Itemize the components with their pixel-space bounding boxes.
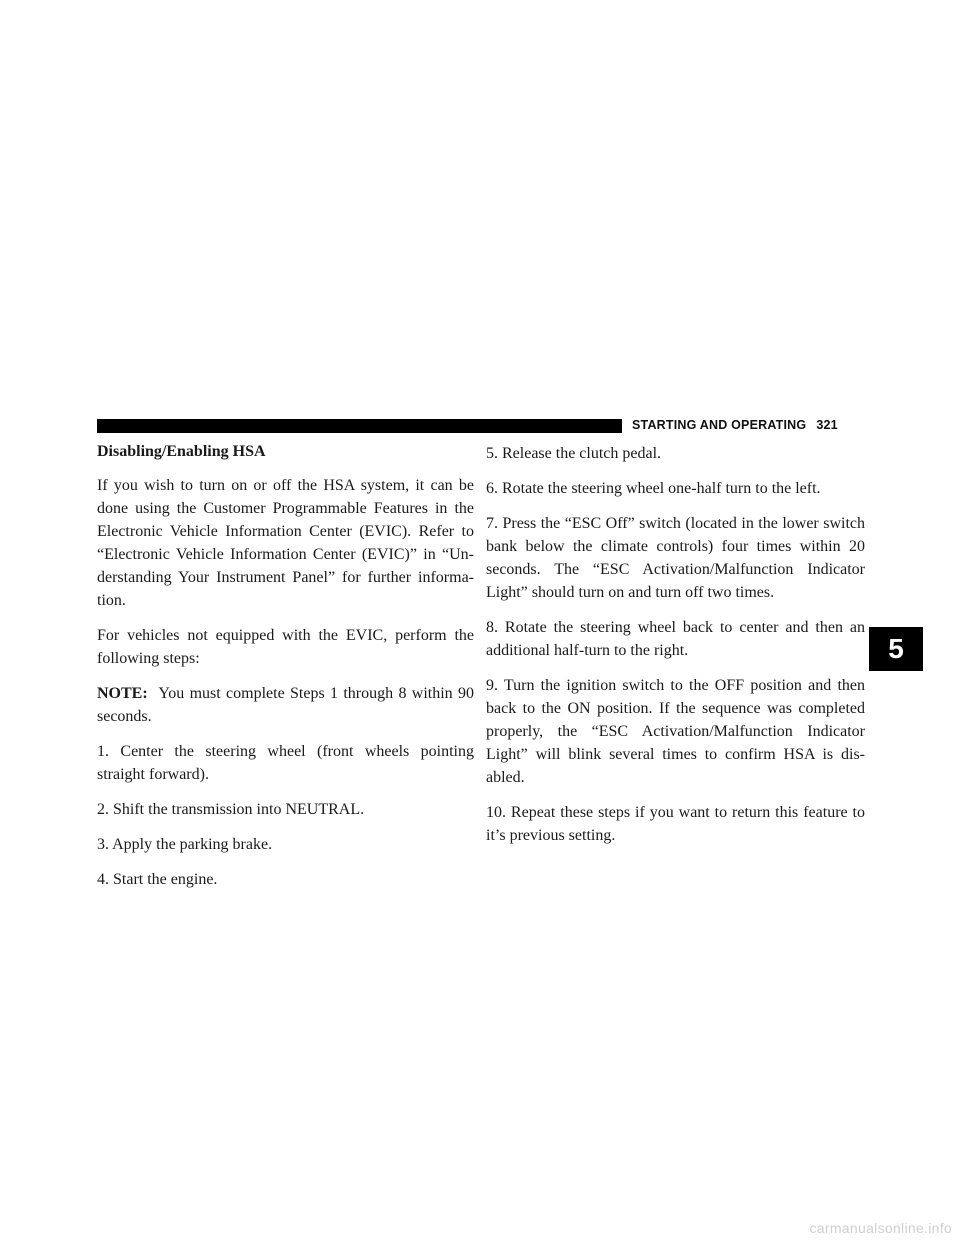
step-1: 1. Center the steering wheel (front wheels pointing straight forward). xyxy=(97,743,474,783)
step-10: 10. Repeat these steps if you want to return this feature to it’s previous setting. xyxy=(486,804,865,844)
chapter-title: STARTING AND OPERATING xyxy=(632,418,807,432)
right-column xyxy=(486,442,865,859)
step-2: 2. Shift the transmission into NEUTRAL. xyxy=(97,801,365,818)
step-9: 9. Turn the ignition switch to the OFF position and then back to the ON position. If the sequence was completed properly, the “ESC Activation/Malfunction Indicator Light” will blink several times to confirm HSA is dis-abled. xyxy=(486,677,865,786)
note-paragraph xyxy=(97,682,474,728)
note-label: NOTE: xyxy=(97,685,148,702)
chapter-tab: 5 xyxy=(869,627,923,671)
left-column xyxy=(97,442,474,903)
running-header xyxy=(632,418,838,432)
step-5: 5. Release the clutch pedal. xyxy=(486,445,662,462)
intro-paragraph: If you wish to turn on or off the HSA system, it can be done using the Customer Programmable Features in the Electronic Vehicle Information Center (EVIC). Refer to “Electronic Vehicle Information Center (EVIC)” in “Un-derstanding Your Instrument Panel” for further informa-tion. xyxy=(97,477,474,609)
step-8: 8. Rotate the steering wheel back to center and then an additional half-turn to the right. xyxy=(486,619,865,659)
step-3: 3. Apply the parking brake. xyxy=(97,836,273,853)
note-text: You must complete Steps 1 through 8 within 90 seconds. xyxy=(97,685,474,725)
step-6: 6. Rotate the steering wheel one-half turn to the left. xyxy=(486,480,821,497)
step-7: 7. Press the “ESC Off” switch (located in the lower switch bank below the climate controls) four times within 20 seconds. The “ESC Activation/Malfunction Indicator Light” should turn on and turn off two times. xyxy=(486,515,865,601)
section-heading: Disabling/Enabling HSA xyxy=(97,443,266,460)
page-number: 321 xyxy=(816,418,838,432)
step-4: 4. Start the engine. xyxy=(97,871,218,888)
header-rule xyxy=(97,419,622,433)
evic-note-paragraph: For vehicles not equipped with the EVIC, perform the following steps: xyxy=(97,627,474,667)
watermark: carmanualsonline.info xyxy=(809,1220,952,1236)
